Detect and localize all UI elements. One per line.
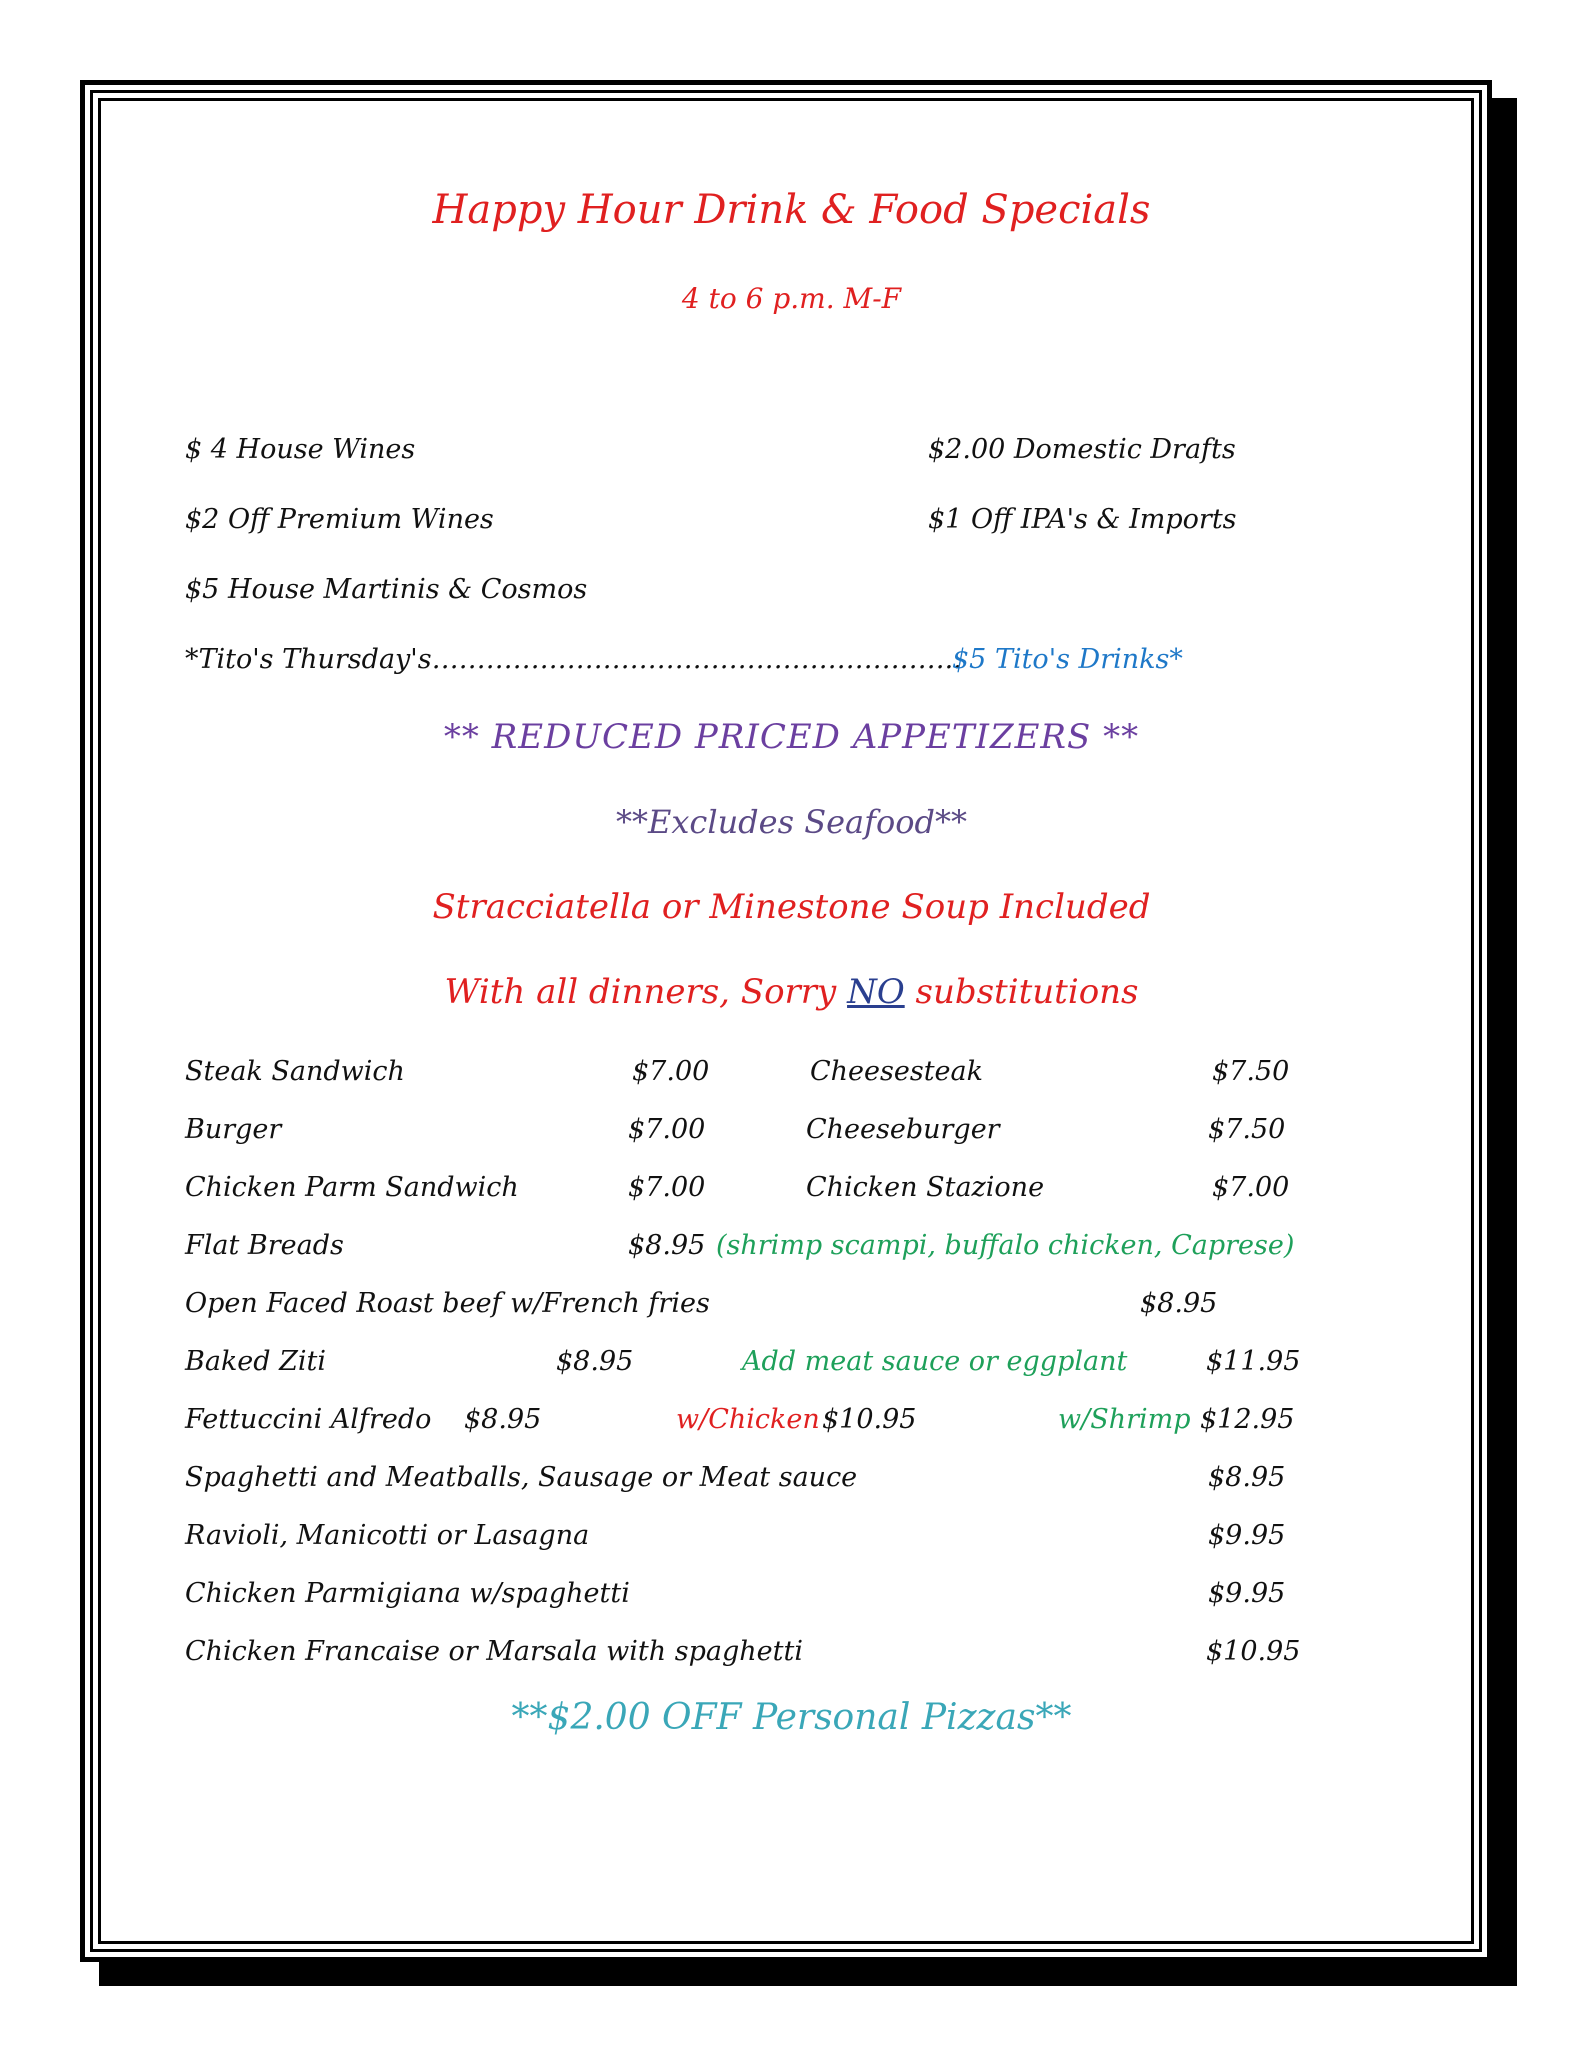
menu-item-price: $8.95: [556, 1346, 634, 1377]
menu-item-price: $8.95: [628, 1230, 706, 1261]
menu-item-name: Cheeseburger: [806, 1114, 1000, 1145]
menu-item-price: $7.00: [628, 1172, 706, 1203]
menu-item-price: $8.95: [1208, 1462, 1286, 1493]
menu-item-name: Burger: [185, 1114, 282, 1145]
dinners-text-no: NO: [847, 972, 905, 1012]
dinners-text-pre: With all dinners, Sorry: [444, 972, 848, 1012]
drink-domestic-drafts: $2.00 Domestic Drafts: [928, 434, 1236, 465]
menu-item-price: $10.95: [822, 1404, 917, 1435]
menu-item-price: $7.00: [628, 1114, 706, 1145]
menu-item-name: Chicken Parm Sandwich: [185, 1172, 519, 1203]
drink-titos-price: $5 Tito's Drinks*: [952, 644, 1183, 675]
menu-item-addon: Add meat sauce or eggplant: [742, 1346, 1128, 1377]
drink-house-wines: $ 4 House Wines: [185, 434, 416, 465]
menu-item-name: Open Faced Roast beef w/French fries: [185, 1288, 710, 1319]
menu-item-price: $7.00: [1212, 1172, 1290, 1203]
menu-item-name: Ravioli, Manicotti or Lasagna: [185, 1520, 590, 1551]
border-frame-inner: [98, 98, 1474, 1944]
drink-premium-wines: $2 Off Premium Wines: [185, 504, 494, 535]
excludes-seafood-note: **Excludes Seafood**: [616, 803, 967, 841]
drink-ipas-imports: $1 Off IPA's & Imports: [928, 504, 1237, 535]
menu-item-name: Spaghetti and Meatballs, Sausage or Meat sauce: [185, 1462, 858, 1493]
happy-hour-times: 4 to 6 p.m. M-F: [681, 282, 902, 315]
menu-item-price: $10.95: [1206, 1636, 1301, 1667]
menu-item-note: (shrimp scampi, buffalo chicken, Caprese): [716, 1230, 1295, 1261]
menu-item-price: $7.00: [632, 1056, 710, 1087]
menu-item-name: Fettuccini Alfredo: [185, 1404, 432, 1435]
menu-item-option: w/Chicken: [676, 1404, 820, 1435]
menu-item-name: Chicken Stazione: [806, 1172, 1045, 1203]
menu-item-name: Chicken Francaise or Marsala with spaghetti: [185, 1636, 803, 1667]
menu-item-name: Flat Breads: [185, 1230, 344, 1261]
page-title: Happy Hour Drink & Food Specials: [432, 187, 1151, 233]
menu-item-price: $8.95: [1140, 1288, 1218, 1319]
appetizers-banner: ** REDUCED PRICED APPETIZERS **: [443, 717, 1140, 757]
menu-item-price: $9.95: [1208, 1520, 1286, 1551]
menu-item-price: $12.95: [1200, 1404, 1295, 1435]
soup-included-note: Stracciatella or Minestone Soup Included: [432, 887, 1151, 927]
menu-item-price: $9.95: [1208, 1578, 1286, 1609]
menu-item-name: Steak Sandwich: [185, 1056, 405, 1087]
drink-martinis: $5 House Martinis & Cosmos: [185, 574, 588, 605]
menu-item-name: Chicken Parmigiana w/spaghetti: [185, 1578, 630, 1609]
menu-item-price: $8.95: [464, 1404, 542, 1435]
menu-item-name: Baked Ziti: [185, 1346, 327, 1377]
dinners-text-post: substitutions: [904, 972, 1139, 1012]
menu-item-price: $7.50: [1212, 1056, 1290, 1087]
menu-item-name: Cheesesteak: [810, 1056, 983, 1087]
menu-item-price: $7.50: [1208, 1114, 1286, 1145]
no-substitutions-note: [0, 972, 1583, 1012]
menu-item-price: $11.95: [1206, 1346, 1301, 1377]
drink-titos-label: *Tito's Thursday's…………………………………………………..: [185, 644, 962, 675]
personal-pizza-banner: **$2.00 OFF Personal Pizzas**: [511, 1697, 1072, 1738]
menu-item-option: w/Shrimp: [1058, 1404, 1191, 1435]
